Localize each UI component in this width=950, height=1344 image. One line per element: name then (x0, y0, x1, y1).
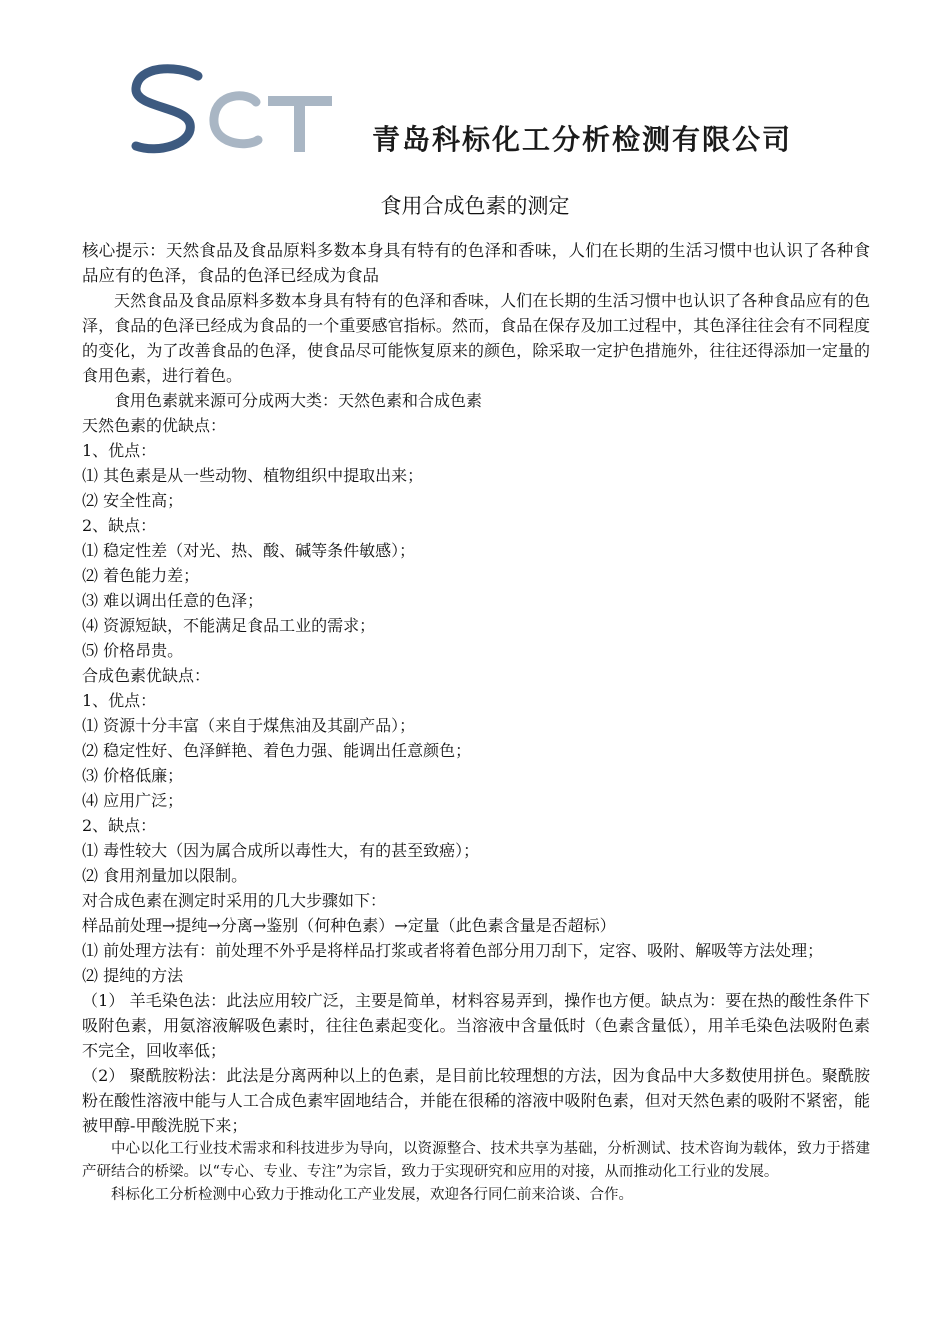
document-title: 食用合成色素的测定 (380, 194, 570, 218)
core-summary: 核心提示：天然食品及食品原料多数本身具有特有的色泽和香味，人们在长期的生活习惯中也认识了各种食品应有的色泽，食品的色泽已经成为食品 (82, 241, 870, 285)
section-heading: 合成色素优缺点： (82, 666, 211, 685)
sct-logo (128, 62, 338, 158)
list-item: ⑵ 安全性高； (82, 491, 184, 510)
document-body (82, 238, 870, 1207)
list-item: ⑴ 前处理方法有：前处理不外乎是将样品打浆或者将着色部分用刀刮下，定容、吸附、解吸等方法处理； (82, 941, 824, 960)
paragraph: 食用色素就来源可分成两大类：天然色素和合成色素 (114, 391, 483, 410)
list-item: ⑵ 提纯的方法 (82, 966, 184, 985)
section-heading: 天然色素的优缺点： (82, 416, 227, 435)
list-heading: 2、缺点： (82, 816, 157, 835)
list-item: ⑷ 资源短缺，不能满足食品工业的需求； (82, 616, 376, 635)
list-item: ⑶ 价格低廉； (82, 766, 184, 785)
list-item: ⑴ 稳定性差（对光、热、酸、碱等条件敏感）； (82, 541, 416, 560)
list-item: ⑴ 毒性较大（因为属合成所以毒性大，有的甚至致癌）； (82, 841, 480, 860)
list-item: ⑴ 资源十分丰富（来自于煤焦油及其副产品）； (82, 716, 416, 735)
list-heading: 1、优点： (82, 691, 157, 710)
page-header (0, 0, 950, 175)
method-paragraph: （2） 聚酰胺粉法：此法是分离两种以上的色素，是目前比较理想的方法，因为食品中大多数使用拼色。聚酰胺粉在酸性溶液中能与人工合成色素牢固地结合，并能在很稀的溶液中吸附色素，但对天然色素的吸附不紧密，能被甲醇-甲酸洗脱下来； (82, 1066, 870, 1135)
paragraph: 天然食品及食品原料多数本身具有特有的色泽和香味，人们在长期的生活习惯中也认识了各种食品应有的色泽，食品的色泽已经成为食品的一个重要感官指标。然而，食品在保存及加工过程中，其色泽往往会有不同程度的变化，为了改善食品的色泽，使食品尽可能恢复原来的颜色，除采取一定护色措施外，往往还得添加一定量的食用色素，进行着色。 (82, 291, 870, 385)
list-item: ⑵ 着色能力差； (82, 566, 200, 585)
list-heading: 1、优点： (82, 441, 157, 460)
list-item: ⑸ 价格昂贵。 (82, 641, 184, 660)
process-steps: 样品前处理→提纯→分离→鉴别（何种色素）→定量（此色素含量是否超标） (82, 916, 616, 935)
footer-paragraph: 科标化工分析检测中心致力于推动化工产业发展，欢迎各行同仁前来洽谈、合作。 (111, 1187, 633, 1203)
company-name: 青岛科标化工分析检测有限公司 (372, 123, 793, 156)
list-item: ⑷ 应用广泛； (82, 791, 184, 810)
section-heading: 对合成色素在测定时采用的几大步骤如下： (82, 891, 387, 910)
list-heading: 2、缺点： (82, 516, 157, 535)
footer-paragraph: 中心以化工行业技术需求和科技进步为导向，以资源整合、技术共享为基础，分析测试、技术咨询为载体，致力于搭建产研结合的桥梁。以“专心、专业、专注”为宗旨，致力于实现研究和应用的对接，从而推动化工行业的发展。 (82, 1141, 870, 1180)
list-item: ⑵ 稳定性好、色泽鲜艳、着色力强、能调出任意颜色； (82, 741, 472, 760)
list-item: ⑶ 难以调出任意的色泽； (82, 591, 264, 610)
list-item: ⑵ 食用剂量加以限制。 (82, 866, 248, 885)
method-paragraph: （1） 羊毛染色法：此法应用较广泛，主要是简单，材料容易弄到，操作也方便。缺点为：要在热的酸性条件下吸附色素，用氨溶液解吸色素时，往往色素起变化。当溶液中含量低时（色素含量低），用羊毛染色法吸附色素不完全，回收率低； (82, 991, 870, 1060)
list-item: ⑴ 其色素是从一些动物、植物组织中提取出来； (82, 466, 424, 485)
